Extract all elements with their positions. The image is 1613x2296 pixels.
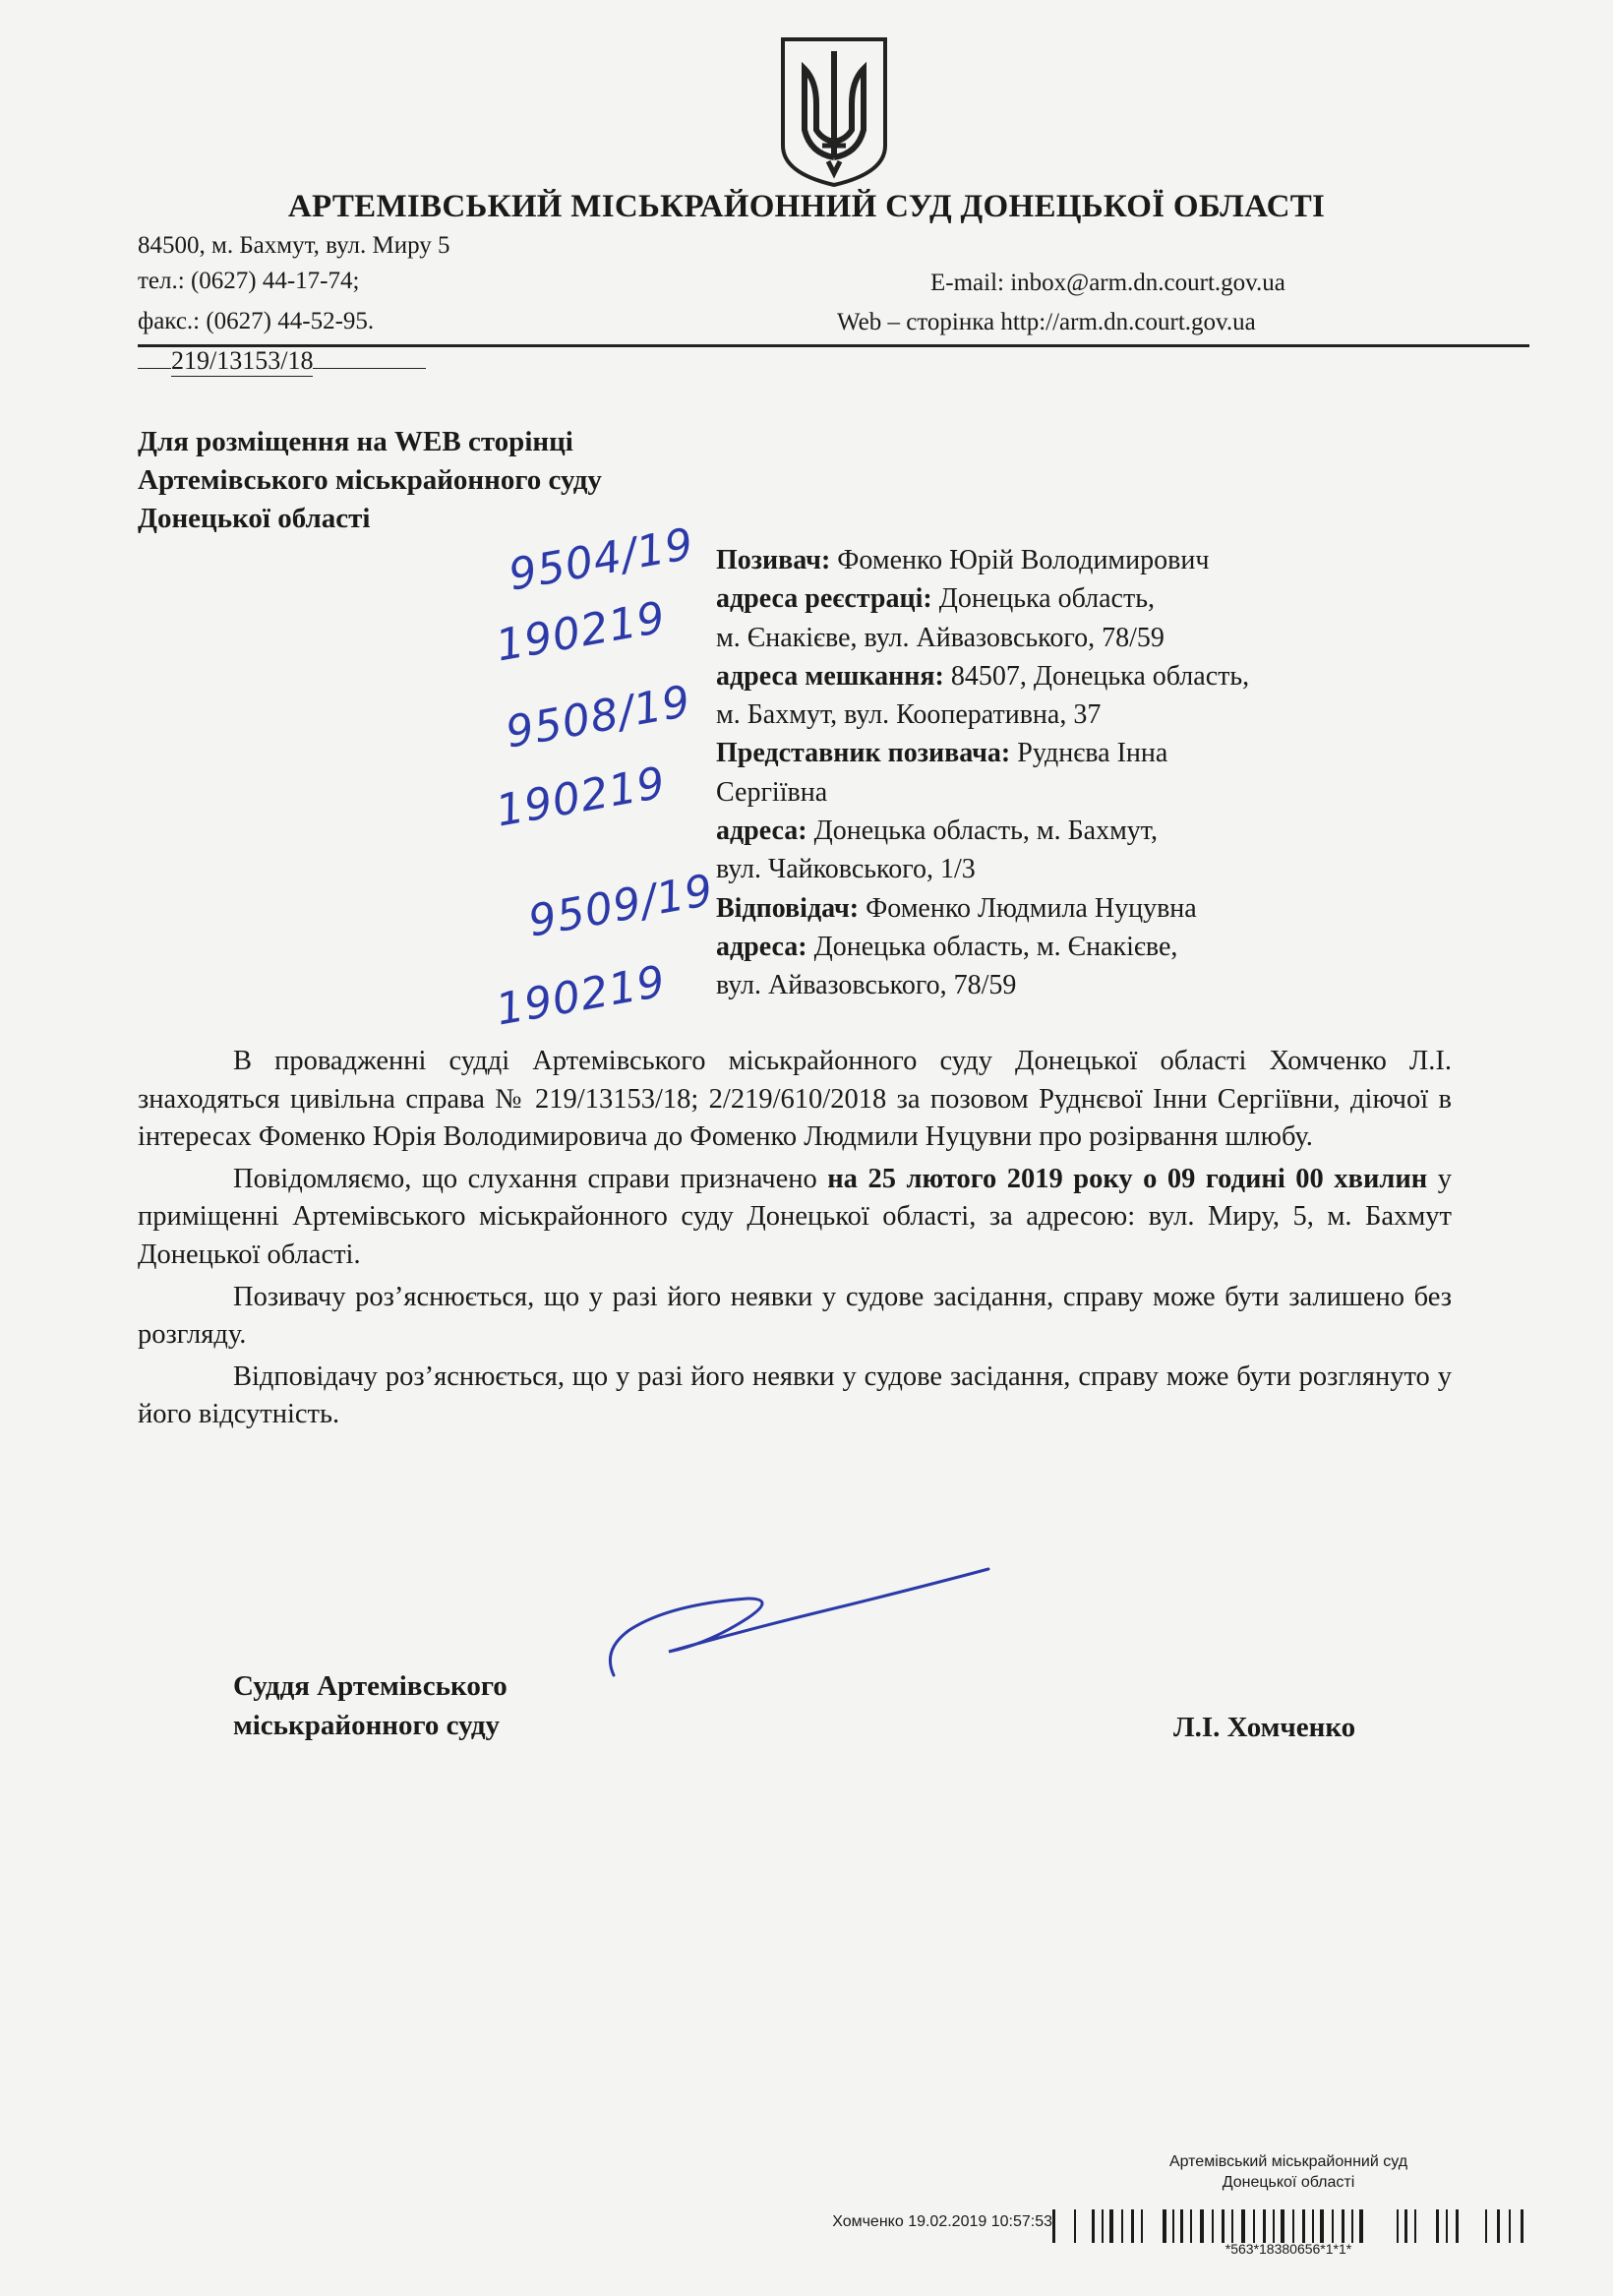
handwritten-reg-number: 9508/19	[502, 676, 695, 758]
court-title: АРТЕМІВСЬКИЙ МІСЬКРАЙОННИЙ СУД ДОНЕЦЬКОЇ ОБЛАСТІ	[287, 189, 1326, 224]
judge-signature-image	[600, 1559, 993, 1687]
plaintiff-reg-address-2: м. Єнакієве, вул. Айвазовського, 78/59	[716, 622, 1165, 653]
representative-line-2: Сергіївна	[716, 776, 828, 808]
plaintiff-reg-address: адреса реєстраці: Донецька область,	[716, 583, 1155, 615]
plaintiff-live-address-2: м. Бахмут, вул. Кооперативна, 37	[716, 699, 1102, 731]
case-number	[138, 346, 426, 377]
stamp-court-name: Артемівський міськрайонний суд Донецької області	[1168, 2153, 1408, 2191]
court-fax: факс.: (0627) 44-52-95.	[138, 308, 375, 334]
parties-block	[716, 541, 1404, 1005]
judge-name: Л.І. Хомченко	[1173, 1712, 1356, 1743]
handwritten-reg-number: 9509/19	[524, 865, 718, 947]
coat-of-arms-emblem	[777, 35, 891, 189]
case-number-value: 219/13153/18	[171, 346, 314, 375]
defendant-address: адреса: Донецька область, м. Єнакієве,	[716, 931, 1178, 962]
plaintiff-live-address: адреса мешкання: 84507, Донецька область,	[716, 660, 1250, 692]
body-paragraph-hearing: Повідомляємо, що слухання справи призначено на 25 лютого 2019 року о 09 годині 00 хвилин у приміщенні Артемівського міськрайонного суду Донецької області, за адресою: вул. Миру, 5, м. Бахмут Донецької області.	[138, 1163, 1452, 1270]
stamp-user-timestamp: Хомченко 19.02.2019 10:57:53	[832, 2213, 1052, 2230]
web-note-line-3: Донецької області	[138, 503, 371, 534]
barcode-code: *563*18380656*1*1*	[1225, 2241, 1352, 2257]
court-phone: тел.: (0627) 44-17-74;	[138, 268, 360, 294]
barcode	[1052, 2209, 1534, 2243]
representative-line: Представник позивача: Руднєва Інна	[716, 738, 1168, 769]
handwritten-reg-number: 9504/19	[505, 518, 698, 601]
hearing-datetime: на 25 лютого 2019 року о 09 годині 00 хвилин	[827, 1163, 1428, 1194]
web-note-line-1: Для розміщення на WEB сторінці	[138, 426, 573, 457]
court-web: Web – сторінка http://arm.dn.court.gov.ua	[837, 309, 1256, 335]
signature-label: Суддя Артемівського міськрайонного суду	[233, 1670, 508, 1741]
body-paragraph-case: В провадженні судді Артемівського міськрайонного суду Донецької області Хомченко Л.І. знаходяться цивільна справа № 219/13153/18; 2/219/610/2018 за позовом Руднєвої Інни Сергіївни, діючої в інтересах Фоменко Юрія Володимировича до Фоменко Людмили Нуцувни про розірвання шлюбу.	[138, 1046, 1452, 1153]
representative-address: адреса: Донецька область, м. Бахмут,	[716, 816, 1158, 847]
web-note-line-2: Артемівського міськрайонного суду	[138, 464, 602, 496]
handwritten-reg-date: 190219	[492, 592, 670, 672]
court-email: E-mail: inbox@arm.dn.court.gov.ua	[930, 270, 1285, 296]
court-address: 84500, м. Бахмут, вул. Миру 5	[138, 232, 450, 259]
notice-body	[138, 1043, 1452, 1438]
defendant-address-2: вул. Айвазовського, 78/59	[716, 970, 1017, 1001]
body-paragraph-plaintiff: Позивачу роз’яснюється, що у разі його неявки у судове засідання, справу може бути залишено без розгляду.	[138, 1281, 1452, 1351]
defendant-line: Відповідач: Фоменко Людмила Нуцувна	[716, 892, 1197, 924]
handwritten-reg-date: 190219	[492, 757, 670, 837]
body-paragraph-defendant: Відповідачу роз’яснюється, що у разі його неявки у судове засідання, справу може бути розглянуто у його відсутність.	[138, 1360, 1452, 1430]
plaintiff-line: Позивач: Фоменко Юрій Володимирович	[716, 545, 1210, 575]
representative-address-2: вул. Чайковського, 1/3	[716, 854, 976, 885]
web-publication-note	[138, 423, 602, 538]
handwritten-reg-date: 190219	[492, 956, 670, 1036]
